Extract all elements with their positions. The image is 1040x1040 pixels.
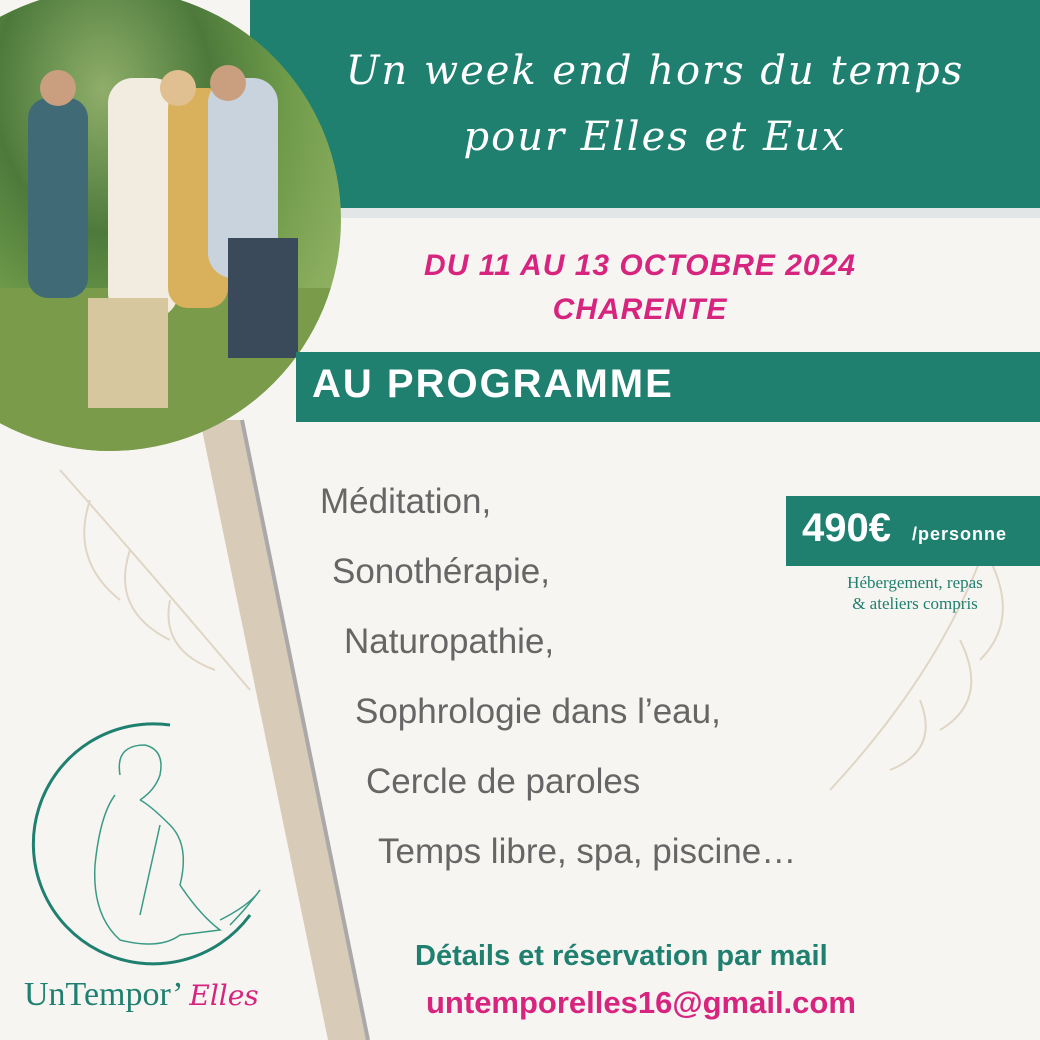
price-note: [800, 572, 1030, 614]
program-item: Naturopathie,: [344, 622, 555, 661]
program-item: Cercle de paroles: [366, 762, 641, 801]
program-item: Sonothérapie,: [332, 552, 550, 591]
event-dates: DU 11 AU 13 OCTOBRE 2024: [424, 249, 856, 282]
price-note-line-2: & ateliers compris: [852, 594, 978, 613]
brand-name: [24, 976, 259, 1014]
program-item: Sophrologie dans l’eau,: [355, 692, 721, 731]
brand-name-part-1: UnTempor’: [24, 976, 181, 1013]
contact-email-link[interactable]: untemporelles16@gmail.com: [426, 985, 856, 1020]
program-title: AU PROGRAMME: [312, 362, 674, 406]
group-photo: [0, 0, 342, 452]
headline-line-1: Un week end hors du temps: [345, 48, 965, 94]
event-info: [330, 244, 950, 332]
headline-line-2: pour Elles et Eux: [463, 114, 847, 160]
brand-name-part-2: Elles: [189, 979, 259, 1012]
contact-details: Détails et réservation par mail: [415, 940, 828, 972]
price-badge: [786, 496, 1040, 566]
price-unit: /personne: [912, 524, 1008, 544]
price-amount: 490€: [802, 506, 891, 550]
program-item: Méditation,: [320, 482, 492, 521]
event-location: CHARENTE: [552, 293, 728, 326]
program-item: Temps libre, spa, piscine…: [378, 832, 797, 871]
people-hugging-image: [0, 0, 342, 452]
price-note-line-1: Hébergement, repas: [847, 573, 983, 592]
logo-illustration: [20, 715, 280, 975]
